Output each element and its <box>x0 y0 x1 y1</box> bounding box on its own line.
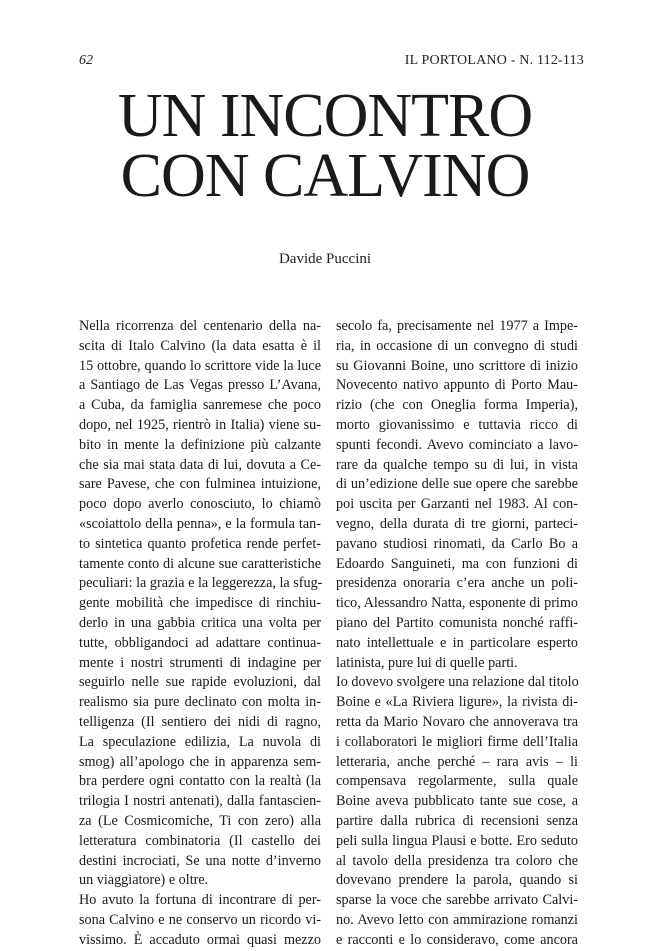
text-line: tamente conto di alcune sue caratteristiche <box>79 555 321 572</box>
text-line: compensava regolarmente, sulla quale <box>336 773 578 790</box>
text-line: Ho avuto la fortuna di incontrare di per- <box>79 892 321 909</box>
title-line-2: CON CALVINO <box>120 142 530 210</box>
text-line: pavano studiosi rinomati, da Carlo Bo a <box>336 535 578 552</box>
text-line: no. Avevo letto con ammirazione romanzi <box>336 911 578 928</box>
text-line: poco dopo averlo conosciuto, lo chiamò <box>79 496 321 513</box>
text-line: sare Pavese, che con fulminea intuizione, <box>79 476 321 493</box>
text-line: a Santiago de Las Vegas presso L’Avana, <box>79 377 321 394</box>
running-header <box>79 52 584 70</box>
text-line: piano del Partito comunista nonché raffi- <box>336 614 578 631</box>
text-line: peculiari: la grazia e la leggerezza, la sfug- <box>79 575 323 592</box>
text-line: Boine aveva pubblicato tante sue cose, a <box>336 793 578 810</box>
text-line: scita di Italo Calvino (la data esatta è il <box>79 337 321 354</box>
text-line: vissimo. È accaduto ormai quasi mezzo <box>79 931 321 948</box>
text-line: mente i nostri strumenti di indagine per <box>79 654 321 671</box>
journal-issue: IL PORTOLANO - N. 112-113 <box>404 53 584 68</box>
text-line: rizio (che con Oneglia forma Imperia), <box>336 397 578 414</box>
text-line: tutte, obbligandoci ad adattare continua- <box>79 634 321 651</box>
text-line: ria, in occasione di un convegno di studi <box>336 337 578 354</box>
right-column <box>336 317 578 951</box>
text-line: smog) all’apologo che in apparenza sem- <box>79 753 321 770</box>
text-line: sona Calvino e ne conservo un ricordo vi- <box>79 911 321 928</box>
text-line: latinista, pure lui di quelle parti. <box>336 654 518 671</box>
text-line: derlo in una gabbia critica una volta per <box>79 614 321 631</box>
text-line: partire dalla rubrica di recensioni senza <box>336 812 578 829</box>
text-line: gente mobilità che impedisce di rinchiu- <box>79 595 321 612</box>
text-line: peli sulla lingua Plausi e botte. Ero seduto <box>336 832 578 849</box>
text-line: letteraria, anche perché – rara avis – li <box>336 753 578 770</box>
text-line: spunti fecondi. Avevo cominciato a lavo- <box>336 436 578 453</box>
text-line: dovevano prendere la parola, quando si <box>336 872 578 889</box>
title-line-1: UN INCONTRO <box>117 82 533 150</box>
text-line: retta da Mario Novaro che annoverava tra <box>336 713 578 730</box>
text-line: «scoiattolo della penna», e la formula tan- <box>79 515 321 532</box>
text-line: e racconti e lo consideravo, come ancora <box>336 931 578 948</box>
text-line: 15 ottobre, quando lo scrittore vide la luce <box>79 357 321 374</box>
text-line: secolo fa, precisamente nel 1977 a Impe- <box>336 318 578 334</box>
text-line: tico, Alessandro Natta, esponente di primo <box>336 595 578 612</box>
text-line: al tavolo della presidenza tra coloro che <box>336 852 578 869</box>
text-line: dopo, nel 1925, rientrò in Italia) viene su- <box>79 416 321 433</box>
text-line: Io dovevo svolgere una relazione dal titolo <box>336 674 579 691</box>
text-line: letteratura combinatoria (Il castello dei <box>79 832 321 849</box>
text-line: telligenza (Il sentiero dei nidi di ragno, <box>79 713 321 730</box>
text-line: rare da qualche tempo su di lui, in vista <box>336 456 578 473</box>
text-line: nato intellettuale e in particolare esperto <box>336 634 578 651</box>
text-line: un viaggiatore) e oltre. <box>79 872 209 889</box>
left-column <box>79 317 321 951</box>
text-line: di un’edizione delle sue opere che sarebbe <box>336 476 578 493</box>
text-line: Novecento nativo appunto di Porto Mau- <box>336 377 578 394</box>
text-line: morto giovanissimo e tuttavia ricco di <box>336 416 578 433</box>
text-line: sparse la voce che sarebbe arrivato Calvi- <box>336 892 578 909</box>
text-line: su Giovanni Boine, uno scrittore di inizio <box>336 357 578 374</box>
text-line: Edoardo Sanguineti, ma con funzioni di <box>336 555 578 572</box>
text-line: bra perdere ogni contatto con la realtà (la <box>79 773 321 790</box>
text-line: seguirlo nelle sue rapide evoluzioni, dal <box>79 674 321 691</box>
text-line: bito in mente la definizione più calzante <box>79 436 321 453</box>
text-line: presidenza onoraria c’era anche un poli- <box>336 575 578 592</box>
author-name: Davide Puccini <box>278 251 372 267</box>
text-line: a Cuba, da famiglia sanremese che poco <box>79 397 321 414</box>
text-line: poi uscita per Garzanti nel 1983. Al con- <box>336 496 578 513</box>
text-line: La speculazione edilizia, La nuvola di <box>79 733 321 750</box>
text-line: destini incrociati, Se una notte d’inverno <box>79 852 321 869</box>
text-line: to sintetica quanto profetica rende perfet- <box>79 535 321 552</box>
article-title <box>0 82 650 210</box>
text-line: za (Le Cosmicomiche, Ti con zero) alla <box>79 812 321 829</box>
text-line: Nella ricorrenza del centenario della na- <box>79 318 321 334</box>
text-line: Boine e «La Riviera ligure», la rivista di- <box>336 694 578 711</box>
text-line: che sia mai stata data di lui, dovuta a Ce- <box>79 456 321 473</box>
text-line: vegno, della durata di tre giorni, parteci- <box>336 515 578 532</box>
page-number: 62 <box>79 53 93 68</box>
text-line: trilogia I nostri antenati), dalla fantascien- <box>79 793 321 810</box>
text-line: i collaboratori le migliori firme dell’Italia <box>336 733 578 750</box>
text-line: realismo sia pure declinato con molta in- <box>79 694 321 711</box>
